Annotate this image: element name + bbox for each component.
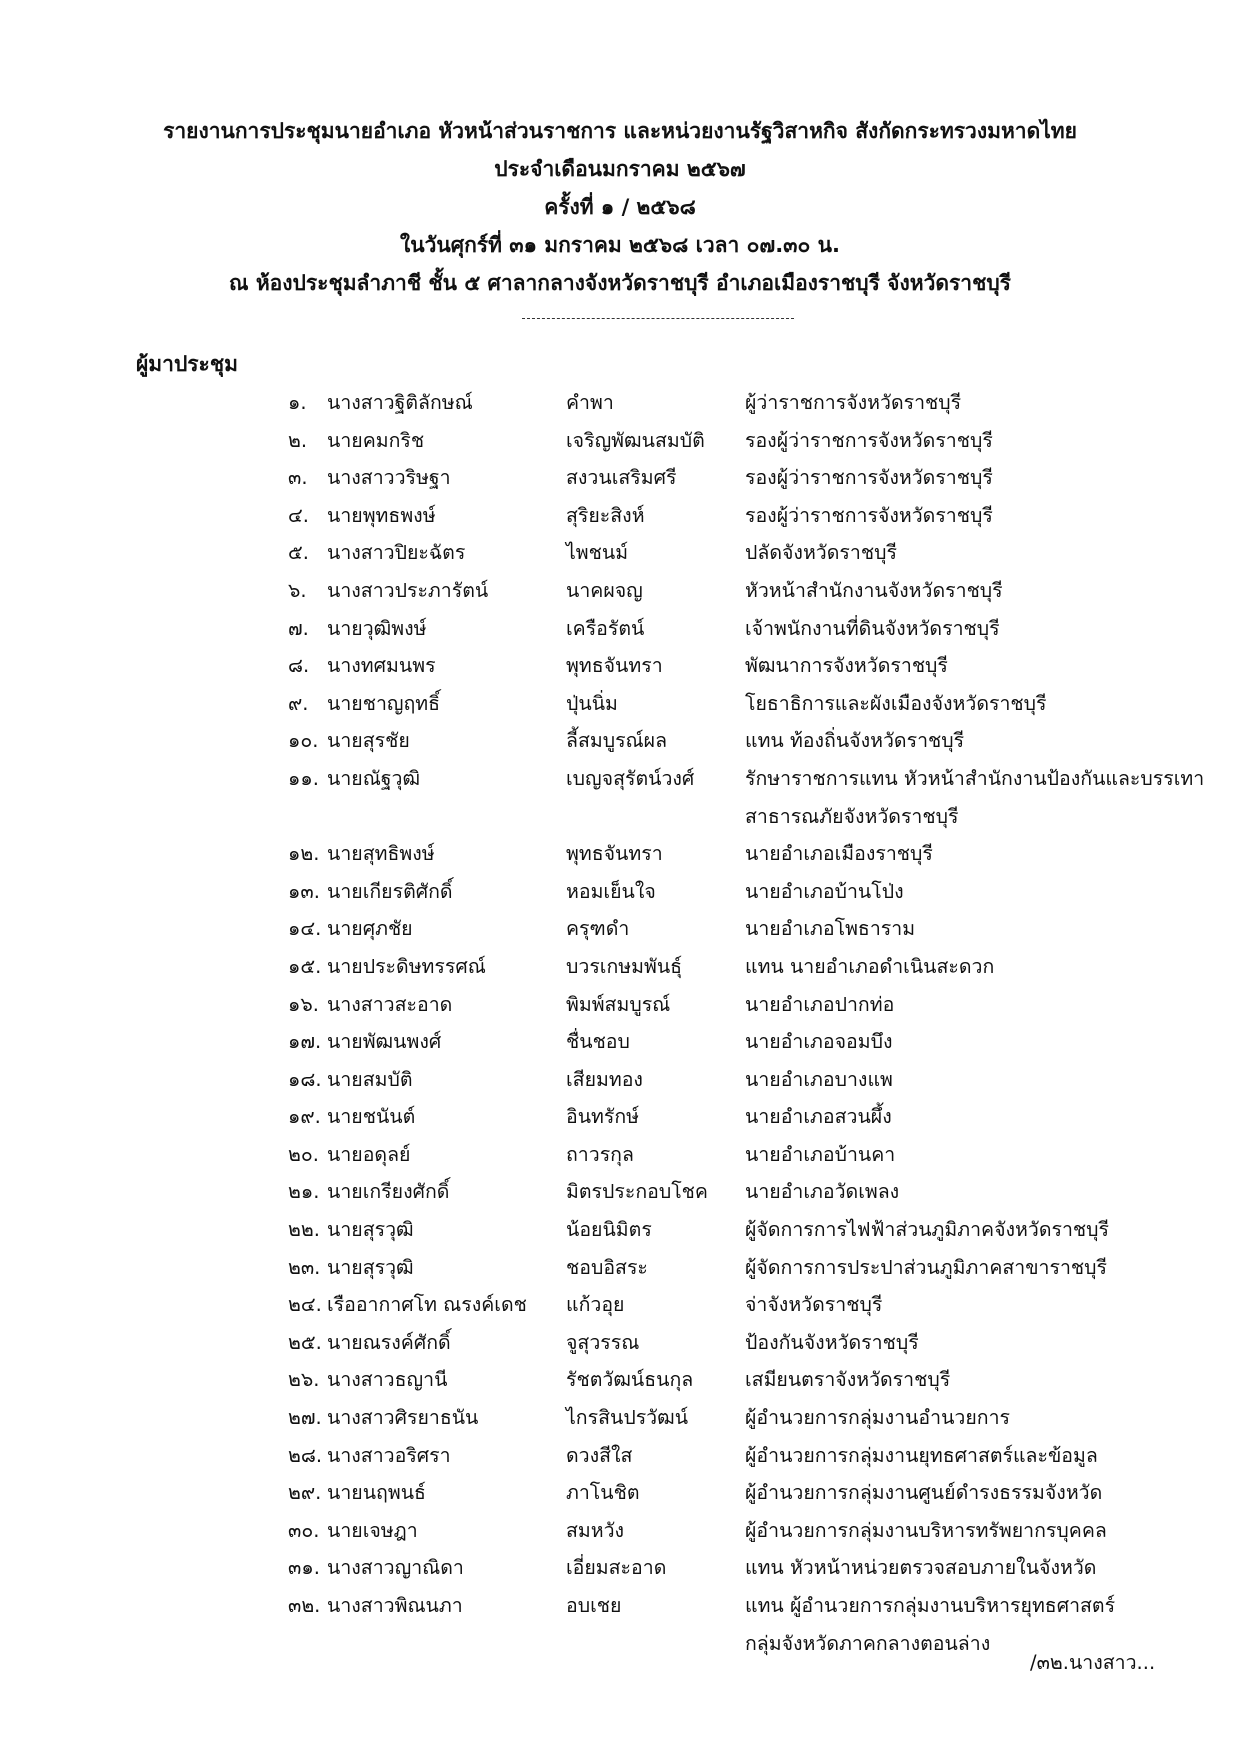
attendee-number: ๓๒. bbox=[288, 1594, 321, 1617]
attendee-row bbox=[0, 1061, 1240, 1099]
attendee-surname: ภาโนชิต bbox=[566, 1481, 640, 1505]
attendee-surname: หอมเย็นใจ bbox=[566, 879, 656, 903]
attendee-number: ๑๓. bbox=[288, 879, 320, 903]
meeting-title: รายงานการประชุมนายอำเภอ หัวหน้าส่วนราชการ และหน่วยงานรัฐวิสาหกิจ สังกัดกระทรวงมหาดไทย bbox=[163, 119, 1077, 143]
meeting-session: ครั้งที่ ๑ / ๒๕๖๘ bbox=[544, 195, 696, 219]
attendee-row bbox=[0, 1249, 1240, 1287]
attendee-name: นายณัฐวุฒิ bbox=[327, 766, 421, 790]
attendee-row bbox=[0, 760, 1240, 835]
attendee-name: นายวุฒิพงษ์ bbox=[327, 616, 427, 640]
attendee-position: แทน นายอำเภอดำเนินสะดวก bbox=[745, 954, 995, 978]
attendee-row bbox=[0, 1399, 1240, 1437]
attendee-number: ๑๑. bbox=[288, 766, 319, 790]
attendee-number: ๒๐. bbox=[288, 1142, 319, 1166]
attendee-number: ๒๖. bbox=[288, 1368, 320, 1392]
attendee-surname: เจริญพัฒนสมบัติ bbox=[566, 428, 705, 452]
attendee-position: ผู้อำนวยการกลุ่มงานบริหารทรัพยากรบุคคล bbox=[745, 1518, 1107, 1542]
attendee-name: นายเจษฎา bbox=[327, 1518, 418, 1542]
attendee-surname: ไกรสินปรวัฒน์ bbox=[566, 1406, 689, 1430]
attendee-surname: พิมพ์สมบูรณ์ bbox=[566, 992, 671, 1016]
attendee-name: นายชนันต์ bbox=[327, 1105, 416, 1129]
attendee-number: ๑. bbox=[288, 391, 307, 414]
attendee-position: จ่าจังหวัดราชบุรี bbox=[745, 1293, 883, 1317]
attendee-number: ๓๐. bbox=[288, 1518, 320, 1542]
attendee-name: นายประดิษทรรศณ์ bbox=[327, 954, 486, 978]
attendee-surname: ครุฑดำ bbox=[566, 917, 630, 941]
meeting-location: ณ ห้องประชุมลำภาชี ชั้น ๕ ศาลากลางจังหวัดราชบุรี อำเภอเมืองราชบุรี จังหวัดราชบุรี bbox=[229, 271, 1011, 295]
attendee-row bbox=[0, 1324, 1240, 1362]
attendee-position: แทน ผู้อำนวยการกลุ่มงานบริหารยุทธศาสตร์ bbox=[745, 1594, 1116, 1617]
attendee-name: นางสาวพิณนภา bbox=[327, 1594, 463, 1617]
attendee-position: ผู้อำนวยการกลุ่มงานอำนวยการ bbox=[745, 1406, 1011, 1430]
attendee-surname: ไพชนม์ bbox=[566, 541, 629, 565]
attendee-surname: ดวงสีใส bbox=[566, 1443, 633, 1467]
attendee-name: นายอดุลย์ bbox=[327, 1142, 411, 1166]
attendee-position: นายอำเภอสวนผึ้ง bbox=[745, 1105, 892, 1129]
attendee-surname: สุริยะสิงห์ bbox=[566, 503, 645, 527]
attendee-name: นางสาวอริศรา bbox=[327, 1443, 451, 1467]
attendee-position-continued: กลุ่มจังหวัดภาคกลางตอนล่าง bbox=[745, 1631, 991, 1655]
attendee-position: ผู้ว่าราชการจังหวัดราชบุรี bbox=[745, 391, 962, 414]
attendee-number: ๓๑. bbox=[288, 1556, 320, 1580]
attendee-list bbox=[0, 384, 1240, 1662]
attendee-name: เรืออากาศโท ณรงค์เดช bbox=[327, 1293, 527, 1317]
attendee-number: ๑๒. bbox=[288, 842, 320, 866]
attendee-name: นางสาวประภารัตน์ bbox=[327, 578, 489, 602]
attendee-row bbox=[0, 910, 1240, 948]
attendee-position: รักษาราชการแทน หัวหน้าสำนักงานป้องกันและบรรเทา bbox=[745, 766, 1205, 790]
attendee-name: นายคมกริช bbox=[327, 428, 425, 452]
attendee-surname: เสียมทอง bbox=[566, 1067, 643, 1091]
attendee-number: ๒๒. bbox=[288, 1218, 320, 1242]
attendee-position: นายอำเภอบางแพ bbox=[745, 1067, 893, 1091]
attendee-position: โยธาธิการและผังเมืองจังหวัดราชบุรี bbox=[745, 691, 1047, 715]
attendee-row bbox=[0, 1023, 1240, 1061]
attendee-number: ๒๔. bbox=[288, 1293, 322, 1317]
attendee-name: นายศุภชัย bbox=[327, 917, 413, 941]
attendee-name: นายพุทธพงษ์ bbox=[327, 503, 436, 527]
attendee-surname: เบญจสุรัตน์วงศ์ bbox=[566, 766, 695, 790]
attendee-surname: มิตรประกอบโชค bbox=[566, 1180, 708, 1204]
attendee-surname: รัชตวัฒน์ธนกุล bbox=[566, 1368, 694, 1392]
attendee-number: ๒๑. bbox=[288, 1180, 320, 1204]
attendee-row bbox=[0, 1549, 1240, 1587]
attendee-surname: จูสุวรรณ bbox=[566, 1330, 640, 1354]
attendee-surname: ชอบอิสระ bbox=[566, 1255, 648, 1279]
attendee-row bbox=[0, 1173, 1240, 1211]
attendee-name: นางสาวฐิติลักษณ์ bbox=[327, 391, 473, 414]
attendee-number: ๑๘. bbox=[288, 1067, 322, 1091]
attendee-name: นางสาวสะอาด bbox=[327, 992, 453, 1016]
attendee-row bbox=[0, 722, 1240, 760]
attendee-row bbox=[0, 1136, 1240, 1174]
attendee-row bbox=[0, 497, 1240, 535]
attendee-surname: อินทรักษ์ bbox=[566, 1105, 640, 1129]
attendee-surname: แก้วอุย bbox=[566, 1293, 625, 1317]
meeting-month: ประจำเดือนมกราคม ๒๕๖๗ bbox=[494, 157, 746, 181]
attendee-name: นายสุรวุฒิ bbox=[327, 1255, 414, 1279]
attendee-row bbox=[0, 986, 1240, 1024]
attendee-name: นางสาวศิรยาธนัน bbox=[327, 1406, 479, 1430]
attendee-surname: สมหวัง bbox=[566, 1518, 625, 1542]
attendee-number: ๗. bbox=[288, 616, 309, 640]
attendee-row bbox=[0, 534, 1240, 572]
document-header bbox=[0, 112, 1240, 302]
attendee-number: ๘. bbox=[288, 654, 310, 678]
attendee-number: ๖. bbox=[288, 578, 307, 602]
attendee-position: นายอำเภอปากท่อ bbox=[745, 992, 895, 1016]
attendee-number: ๓. bbox=[288, 466, 308, 490]
attendee-name: นายสุรชัย bbox=[327, 729, 410, 753]
attendee-position: เจ้าพนักงานที่ดินจังหวัดราชบุรี bbox=[745, 616, 1000, 640]
attendee-surname: พุทธจันทรา bbox=[566, 654, 663, 678]
attendee-number: ๑๖. bbox=[288, 992, 319, 1016]
attendee-number: ๑๔. bbox=[288, 917, 322, 941]
attendee-position: นายอำเภอวัดเพลง bbox=[745, 1180, 900, 1204]
attendee-surname: พุทธจันทรา bbox=[566, 842, 663, 866]
attendee-number: ๒๗. bbox=[288, 1406, 322, 1430]
attendee-position: แทน ท้องถิ่นจังหวัดราชบุรี bbox=[745, 729, 965, 753]
attendee-position: ผู้อำนวยการกลุ่มงานศูนย์ดำรงธรรมจังหวัด bbox=[745, 1481, 1103, 1505]
attendee-number: ๑๐. bbox=[288, 729, 319, 753]
attendee-surname: เครือรัตน์ bbox=[566, 616, 645, 640]
attendee-name: นายนฤพนธ์ bbox=[327, 1481, 426, 1505]
attendee-row bbox=[0, 1361, 1240, 1399]
attendees-heading: ผู้มาประชุม bbox=[136, 352, 238, 376]
attendee-surname: น้อยนิมิตร bbox=[566, 1218, 652, 1242]
attendee-surname: ลี้สมบูรณ์ผล bbox=[566, 729, 668, 753]
attendee-name: นายชาญฤทธิ์ bbox=[327, 691, 441, 715]
attendee-number: ๑๗. bbox=[288, 1030, 322, 1054]
attendee-number: ๒๕. bbox=[288, 1330, 322, 1354]
attendee-row bbox=[0, 1211, 1240, 1249]
page-continuation: /๓๒.นางสาว... bbox=[1030, 1651, 1156, 1674]
attendee-position: รองผู้ว่าราชการจังหวัดราชบุรี bbox=[745, 503, 993, 527]
attendee-name: นางสาววริษฐา bbox=[327, 466, 451, 490]
attendee-position: ผู้จัดการการไฟฟ้าส่วนภูมิภาคจังหวัดราชบุรี bbox=[745, 1218, 1110, 1242]
attendee-number: ๒๓. bbox=[288, 1255, 321, 1279]
attendee-surname: คำพา bbox=[566, 391, 614, 414]
attendee-position: นายอำเภอเมืองราชบุรี bbox=[745, 842, 933, 866]
attendee-surname: ถาวรกุล bbox=[566, 1142, 634, 1166]
meeting-datetime: ในวันศุกร์ที่ ๓๑ มกราคม ๒๕๖๘ เวลา ๐๗.๓๐ น. bbox=[400, 233, 840, 257]
attendee-position: นายอำเภอจอมบึง bbox=[745, 1030, 893, 1054]
attendee-row bbox=[0, 1286, 1240, 1324]
attendee-number: ๒. bbox=[288, 428, 308, 452]
attendee-name: นางทศมนพร bbox=[327, 654, 436, 678]
attendee-row bbox=[0, 422, 1240, 460]
attendee-row bbox=[0, 610, 1240, 648]
attendee-position: หัวหน้าสำนักงานจังหวัดราชบุรี bbox=[745, 578, 1003, 602]
attendee-position: นายอำเภอบ้านโป่ง bbox=[745, 879, 904, 903]
attendee-row bbox=[0, 459, 1240, 497]
attendee-row bbox=[0, 647, 1240, 685]
attendee-name: นางสาวธญานี bbox=[327, 1368, 448, 1392]
attendee-name: นายณรงค์ศักดิ์ bbox=[327, 1330, 451, 1354]
attendee-surname: บวรเกษมพันธุ์ bbox=[566, 954, 683, 978]
attendee-row bbox=[0, 384, 1240, 422]
attendee-position-continued: สาธารณภัยจังหวัดราชบุรี bbox=[745, 804, 959, 828]
attendee-position: ป้องกันจังหวัดราชบุรี bbox=[745, 1330, 919, 1354]
attendee-row bbox=[0, 948, 1240, 986]
attendee-row bbox=[0, 1512, 1240, 1550]
attendee-row bbox=[0, 572, 1240, 610]
attendee-surname: ชื่นชอบ bbox=[566, 1030, 630, 1054]
attendee-number: ๕. bbox=[288, 541, 309, 565]
attendee-number: ๑๙. bbox=[288, 1105, 321, 1129]
attendee-position: รองผู้ว่าราชการจังหวัดราชบุรี bbox=[745, 466, 993, 490]
attendee-surname: นาคผจญ bbox=[566, 578, 643, 602]
attendee-row bbox=[0, 835, 1240, 873]
attendee-surname: สงวนเสริมศรี bbox=[566, 466, 677, 490]
attendee-row bbox=[0, 685, 1240, 723]
attendee-name: นายพัฒนพงศ์ bbox=[327, 1030, 442, 1054]
attendee-name: นางสาวปิยะฉัตร bbox=[327, 541, 466, 565]
attendee-position: รองผู้ว่าราชการจังหวัดราชบุรี bbox=[745, 428, 993, 452]
attendee-position: พัฒนาการจังหวัดราชบุรี bbox=[745, 654, 948, 678]
attendee-name: นายเกรียงศักดิ์ bbox=[327, 1180, 450, 1204]
attendee-number: ๙. bbox=[288, 691, 309, 715]
attendee-name: นายสมบัติ bbox=[327, 1067, 413, 1091]
attendee-row bbox=[0, 1437, 1240, 1475]
attendee-position: ปลัดจังหวัดราชบุรี bbox=[745, 541, 897, 565]
attendee-name: นายเกียรติศักดิ์ bbox=[327, 879, 453, 903]
attendee-surname: เอี่ยมสะอาด bbox=[566, 1556, 667, 1580]
attendee-position: ผู้อำนวยการกลุ่มงานยุทธศาสตร์และข้อมูล bbox=[745, 1443, 1098, 1467]
attendee-position: นายอำเภอโพธาราม bbox=[745, 917, 916, 941]
attendee-row bbox=[0, 1474, 1240, 1512]
attendee-name: นายสุทธิพงษ์ bbox=[327, 842, 435, 866]
attendee-name: นายสุรวุฒิ bbox=[327, 1218, 414, 1242]
attendee-name: นางสาวญาณิดา bbox=[327, 1556, 464, 1580]
attendee-row bbox=[0, 873, 1240, 911]
attendee-position: นายอำเภอบ้านคา bbox=[745, 1142, 896, 1166]
attendee-position: ผู้จัดการการประปาส่วนภูมิภาคสาขาราชบุรี bbox=[745, 1255, 1108, 1279]
attendee-number: ๔. bbox=[288, 503, 309, 527]
attendee-surname: อบเชย bbox=[566, 1594, 622, 1617]
attendee-row bbox=[0, 1098, 1240, 1136]
attendee-number: ๒๙. bbox=[288, 1481, 322, 1505]
header-separator bbox=[522, 318, 794, 319]
attendee-position: แทน หัวหน้าหน่วยตรวจสอบภายในจังหวัด bbox=[745, 1556, 1097, 1580]
attendee-position: เสมียนตราจังหวัดราชบุรี bbox=[745, 1368, 951, 1392]
attendee-number: ๑๕. bbox=[288, 954, 322, 978]
attendee-surname: ปุ่นนิ่ม bbox=[566, 691, 618, 715]
attendee-number: ๒๘. bbox=[288, 1443, 323, 1467]
